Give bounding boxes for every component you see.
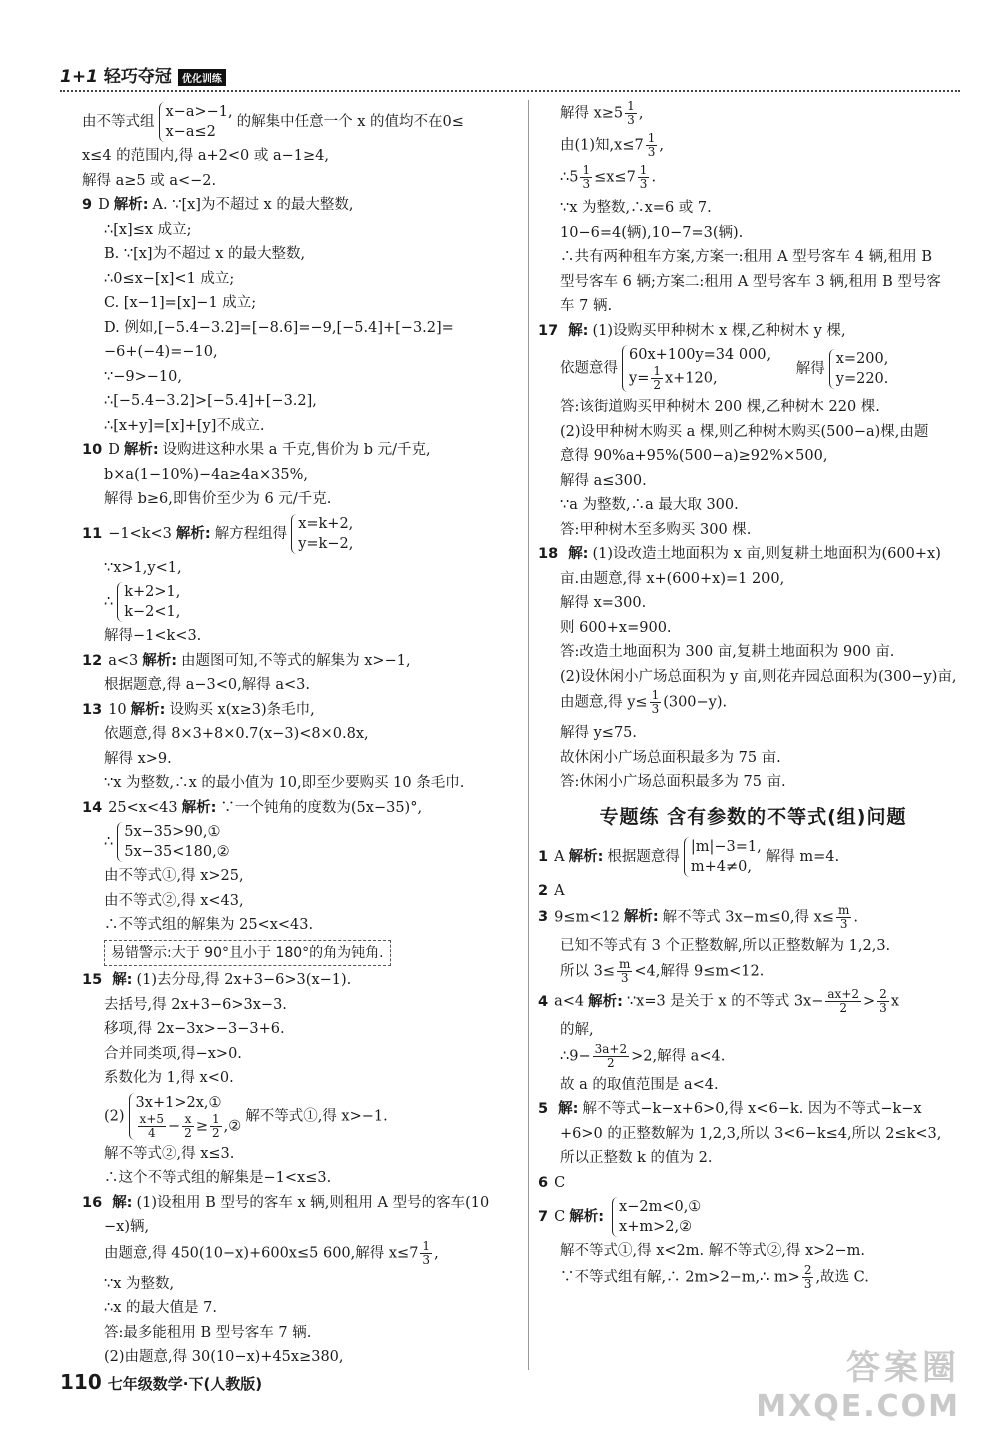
- text-line: 的解,: [560, 1022, 594, 1038]
- text-line: D. 例如,[−5.4−3.2]=[−8.6]=−9,[−5.4]+[−3.2]=: [104, 319, 454, 336]
- text-line: 10−6=4(辆),10−7=3(辆).: [560, 224, 744, 241]
- warning-note: 易错警示:大于 90°且小于 180°的角为钝角.: [104, 940, 391, 967]
- equation-system: 60x+100y=34 000, y= $\frac{1}{2}$ x+120,: [622, 345, 771, 392]
- equation-system: 3x+1>2x,① $\frac{x+5}{4}$ − $\frac{x}{2}$ ≥ $\frac{1}{2}$ ,②: [129, 1093, 242, 1140]
- text-line: (2)设甲种树木购买 a 棵,则乙种树木购买(500−a)棵,由题: [560, 423, 929, 440]
- text-line: 答:该街道购买甲种树木 200 棵,乙种树木 220 棵.: [560, 399, 880, 415]
- text-line: 答:改造土地面积为 300 亩,复耕土地面积为 900 亩.: [560, 644, 895, 660]
- text-line: 解不等式①,得 x<2m. 解不等式②,得 x>2−m.: [560, 1243, 866, 1259]
- book-logo: 1+1 轻巧夺冠 优化训练: [60, 62, 226, 87]
- text-line: ∴5x−35>90,① 5x−35<180,②: [104, 824, 230, 860]
- text-line: 由(1)知,x≤7 $\frac{1}{3}$ ,: [560, 131, 664, 159]
- text-line: ∴这个不等式组的解集是−1<x≤3.: [104, 1170, 332, 1186]
- text-line: 解得 b≥6,即售价至少为 6 元/千克.: [104, 491, 332, 507]
- text-line: [82, 938, 522, 969]
- text-line: 型号客车 6 辆;方案二:租用 A 型号客车 3 辆,租用 B 型号客: [560, 273, 941, 290]
- equation-system: x−a>−1, x−a≤2: [159, 102, 233, 142]
- text-line: 则 600+x=900.: [560, 619, 672, 636]
- text-line: x≤4 的范围内,得 a+2<0 或 a−1≥4,: [82, 148, 329, 164]
- text-line: 依题意得60x+100y=34 000, y= $\frac{1}{2}$ x+120, 解得x=200, y=220.: [560, 347, 889, 392]
- left-column: [82, 100, 522, 1370]
- answer-11: 11 −1<k<3 解析: 解方程组得x=k+2, y=k−2,: [82, 515, 354, 552]
- header-divider: [60, 90, 960, 92]
- text-line: +6>0 的正整数解为 1,2,3,所以 3<6−k≤4,所以 2≤k<3,: [560, 1125, 942, 1142]
- text-line: 车 7 辆.: [560, 298, 613, 314]
- text-line: ∵x 为整数,∴x=6 或 7.: [560, 200, 712, 216]
- text-line: (2)由题意,得 30(10−x)+45x≥380,: [104, 1349, 344, 1365]
- text-line: −x)辆,: [104, 1219, 150, 1235]
- text-line: 由题意,得 450(10−x)+600x≤5 600,解得 x≤7 $\frac{1}{3}$ ,: [104, 1238, 439, 1267]
- text-line: 由题意,得 y≤ $\frac{1}{3}$ (300−y).: [560, 688, 728, 716]
- text-line: ∴9− $\frac{3a+2}{2}$ >2,解得 a<4.: [560, 1041, 726, 1070]
- answer-9: 9 D 解析: A. ∵[x]为不超过 x 的最大整数,: [82, 197, 354, 213]
- right-column: [538, 100, 968, 1294]
- text-line: 解得 x>9.: [104, 750, 172, 767]
- text-line: 系数化为 1,得 x<0.: [104, 1070, 234, 1086]
- text-line: 移项,得 2x−3x>−3−3+6.: [104, 1021, 285, 1037]
- answer-s3: 3 9≤m<12 解析: 解不等式 3x−m≤0,得 x≤ $\frac{m}{3}$ .: [538, 902, 858, 931]
- text-line: ∴[−5.4−3.2]>[−5.4]+[−3.2],: [104, 393, 317, 409]
- text-line: 答:最多能租用 B 型号客车 7 辆.: [104, 1324, 312, 1341]
- text-line: ∴k+2>1, k−2<1,: [104, 584, 181, 620]
- text-line: 解得 x≥5 $\frac{1}{3}$ ,: [560, 99, 644, 127]
- text-line: ∴不等式组的解集为 25<x<43.: [104, 917, 314, 933]
- answer-16: 16 解: (1)设租用 B 型号的客车 x 辆,则租用 A 型号的客车(10: [82, 1194, 490, 1211]
- text-line: ∵x 为整数,∴x 的最小值为 10,即至少要购买 10 条毛巾.: [104, 775, 465, 791]
- watermark: 答案圈 MXQE.COM: [756, 1348, 960, 1424]
- page-header: [60, 62, 960, 92]
- text-line: 已知不等式有 3 个正整数解,所以正整数解为 1,2,3.: [560, 937, 891, 954]
- text-line: ∴5 $\frac{1}{3}$ ≤x≤7 $\frac{1}{3}$ .: [560, 163, 657, 191]
- text-line: 合并同类项,得−x>0.: [104, 1045, 242, 1062]
- text-line: 意得 90%a+95%(500−a)≥92%×500,: [560, 448, 828, 464]
- page-number: 110: [60, 1370, 102, 1394]
- answer-14: 14 25<x<43 解析: ∵一个钝角的度数为(5x−35)°,: [82, 799, 423, 816]
- text-line: 所以正整数 k 的值为 2.: [560, 1150, 713, 1166]
- text-line: 依题意,得 8×3+8×0.7(x−3)<8×0.8x,: [104, 726, 369, 742]
- answer-18: 18 解: (1)设改造土地面积为 x 亩,则复耕土地面积为(600+x): [538, 546, 941, 562]
- text-line: 解得 a≤300.: [560, 472, 647, 489]
- answer-13: 13 10 解析: 设购买 x(x≥3)条毛巾,: [82, 701, 315, 718]
- answer-s4: 4 a<4 解析: ∵x=3 是关于 x 的不等式 3x− $\frac{ax+2}{2}$ > $\frac{2}{3}$ x: [538, 987, 899, 1015]
- equation-system: x−2m<0,① x+m>2,②: [612, 1197, 701, 1237]
- text-line: C. [x−1]=[x]−1 成立;: [104, 295, 257, 311]
- text-line: ∴0≤x−[x]<1 成立;: [104, 270, 235, 287]
- answer-12: 12 a<3 解析: 由题图可知,不等式的解集为 x>−1,: [82, 652, 411, 669]
- text-line: b×a(1−10%)−4a≥4a×35%,: [104, 466, 309, 483]
- answer-15: 15 解: (1)去分母,得 2x+3−6>3(x−1).: [82, 972, 352, 988]
- text-line: 由不等式②,得 x<43,: [104, 892, 244, 909]
- answer-10: 10 D 解析: 设购进这种水果 a 千克,售价为 b 元/千克,: [82, 442, 431, 458]
- text-line: 解得−1<k<3.: [104, 628, 202, 644]
- text-line: ∵x 为整数,: [104, 1275, 175, 1292]
- answer-s2: 2 A: [538, 883, 565, 899]
- text-line: 去括号,得 2x+3−6>3x−3.: [104, 996, 287, 1013]
- text-line: 解不等式②,得 x≤3.: [104, 1145, 235, 1162]
- text-line: 由不等式组x−a>−1, x−a≤2的解集中任意一个 x 的值均不在0≤: [82, 104, 464, 140]
- answer-s6: 6 C: [538, 1174, 566, 1191]
- column-divider: [528, 100, 529, 1370]
- equation-system: |m|−3=1, m+4≠0,: [684, 837, 762, 877]
- text-line: 根据题意,得 a−3<0,解得 a<3.: [104, 677, 310, 693]
- equation-system: k+2>1, k−2<1,: [117, 582, 180, 622]
- text-line: ∴共有两种租车方案,方案一:租用 A 型号客车 4 辆,租用 B: [560, 249, 932, 265]
- text-line: 所以 3≤ $\frac{m}{3}$ <4,解得 9≤m<12.: [560, 957, 765, 985]
- equation-system: x=k+2, y=k−2,: [291, 514, 353, 554]
- text-line: ∴[x]≤x 成立;: [104, 221, 192, 238]
- answer-s1: 1 A 解析: 根据题意得|m|−3=1, m+4≠0,解得 m=4.: [538, 839, 840, 875]
- text-line: ∵a 为整数,∴a 最大取 300.: [560, 497, 739, 513]
- text-line: 答:甲种树木至多购买 300 棵.: [560, 521, 752, 538]
- text-line: 解得 a≥5 或 a<−2.: [82, 172, 217, 189]
- text-line: 故休闲小广场总面积最多为 75 亩.: [560, 749, 781, 766]
- book-title: 七年级数学·下(人教版): [107, 1375, 263, 1393]
- text-line: B. ∵[x]为不超过 x 的最大整数,: [104, 246, 306, 262]
- answer-s7: 7 C 解析:x−2m<0,① x+m>2,②: [538, 1199, 702, 1235]
- answer-17: 17 解: (1)设购买甲种树木 x 棵,乙种树木 y 棵,: [538, 322, 846, 339]
- text-line: 答:休闲小广场总面积最多为 75 亩.: [560, 774, 786, 790]
- text-line: 亩.由题意,得 x+(600+x)=1 200,: [560, 570, 785, 587]
- text-line: ∵x>1,y<1,: [104, 559, 182, 576]
- equation-system: 5x−35>90,① 5x−35<180,②: [117, 822, 229, 862]
- text-line: 由不等式①,得 x>25,: [104, 868, 244, 884]
- text-line: −6+(−4)=−10,: [104, 344, 218, 360]
- answer-s5: 5 解: 解不等式−k−x+6>0,得 x<6−k. 因为不等式−k−x: [538, 1101, 922, 1117]
- text-line: (2)设休闲小广场总面积为 y 亩,则花卉园总面积为(300−y)亩,: [560, 668, 957, 685]
- section-title: 专题练 含有参数的不等式(组)问题: [599, 805, 907, 828]
- text-line: ∴[x+y]=[x]+[y]不成立.: [104, 417, 265, 434]
- equation-system: x=200, y=220.: [829, 349, 889, 389]
- page-footer: [60, 1370, 262, 1394]
- text-line: ∵−9>−10,: [104, 368, 182, 385]
- text-line: 故 a 的取值范围是 a<4.: [560, 1076, 719, 1093]
- text-line: (2)3x+1>2x,① $\frac{x+5}{4}$ − $\frac{x}{2}$ ≥ $\frac{1}{2}$ ,②解不等式①,得 x>−1.: [104, 1094, 388, 1140]
- text-line: ∵不等式组有解,∴ 2m>2−m,∴ m> $\frac{2}{3}$ ,故选 C.: [560, 1262, 869, 1291]
- text-line: ∴x 的最大值是 7.: [104, 1300, 217, 1316]
- text-line: 解得 y≤75.: [560, 725, 638, 741]
- text-line: 解得 x=300.: [560, 595, 647, 611]
